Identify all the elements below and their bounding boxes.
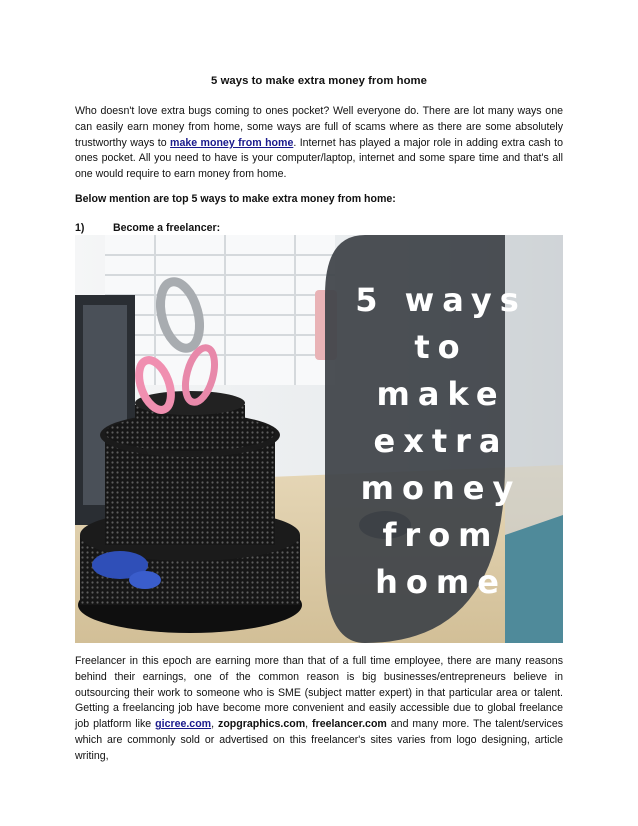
pen-holder-photo	[75, 235, 563, 643]
list-item-number: 1)	[75, 222, 85, 234]
freelancer-text: freelancer.com	[312, 718, 387, 731]
intro-text-end: . Internet has played a major role in adding extra cash to ones pocket. All you need to have is your computer/laptop, internet and some spare time and that's all one would require to earn money from home.	[75, 136, 563, 181]
body-text-start: Freelancer in this epoch are earning more than that of a full time employee, there are many reasons behind their earnings, one of the common reason is big businesses/entrepreneurs believe in outsourcing their work to someone who is SME (subject matter expert) in that particular area or talent. Getting a freelancing job have become more convenient and easily accessible due to global freelance job platform like	[75, 655, 563, 731]
document-title: 5 ways to make extra money from home	[211, 75, 427, 87]
body-sep-1: ,	[211, 718, 219, 731]
list-item-label: Become a freelancer:	[113, 222, 221, 234]
caption-line-1: 5 ways	[355, 281, 527, 319]
caption-line-5: money	[360, 469, 522, 507]
intro-text-start: Who doesn't love extra bugs coming to ones pocket? Well everyone do. There are lot many ways one can easily earn money from home, some ways are full of scams where as there are some absolutely trustworthy ways to	[75, 105, 563, 149]
caption-line-2: to	[414, 328, 468, 366]
gicree-link[interactable]: gicree.com	[155, 718, 212, 731]
section-heading: Below mention are top 5 ways to make extra money from home:	[75, 193, 396, 205]
make-money-link[interactable]: make money from home	[170, 136, 294, 149]
body-text-end: and many more. The talent/services which are commonly sold or advertised on this freelancer's sites varies from logo designing, article writing,	[75, 718, 564, 762]
body-sep-2: ,	[305, 718, 313, 731]
caption-line-4: extra	[373, 422, 509, 460]
article-image	[75, 235, 563, 643]
caption-line-7: home	[375, 563, 507, 601]
zopgraphics-text: zopgraphics.com	[218, 718, 306, 731]
caption-line-3: make	[376, 375, 506, 413]
intro-paragraph	[75, 104, 563, 183]
body-paragraph	[75, 654, 563, 765]
list-item-freelancer	[75, 222, 220, 234]
caption-line-6: from	[382, 516, 500, 554]
